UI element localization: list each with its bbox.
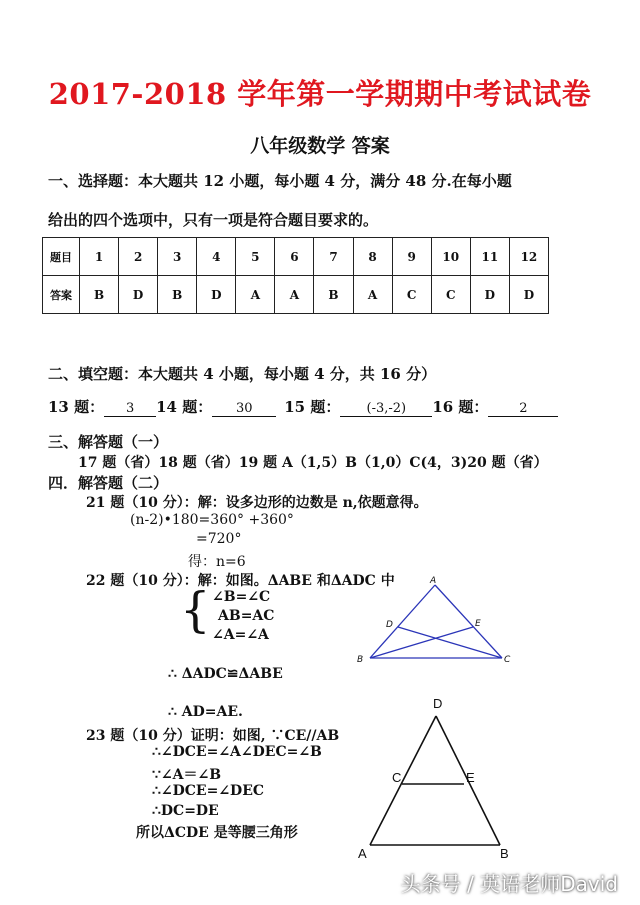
question-number: 7 (314, 238, 353, 276)
row-label-answer: 答案 (43, 276, 80, 314)
fig2-label-d: D (433, 696, 443, 711)
question-number: 12 (509, 238, 548, 276)
watermark-text: 头条号 / 英语老师David (400, 872, 618, 896)
fig2-label-b: B (500, 846, 509, 861)
fig1-label-e: E (475, 619, 481, 629)
answer-cell: A (275, 276, 314, 314)
section1-heading-line1: 一、选择题：本大题共 12 小题，每小题 4 分，满分 48 分.在每小题 (48, 172, 512, 190)
q15-label: 15 题： (284, 398, 341, 416)
q23-line4: ∴∠DCE=∠DEC (152, 783, 265, 799)
fig2-label-c: C (392, 770, 402, 785)
question-number: 2 (119, 238, 158, 276)
answer-cell: A (236, 276, 275, 314)
q21-line1: 21 题（10 分）：解：设多边形的边数是 n,依题意得。 (86, 495, 428, 511)
fig1-label-a: A (430, 576, 437, 586)
q13-label: 13 题： (48, 398, 105, 416)
answer-cell: C (392, 276, 431, 314)
q22-condition-2: AB=AC (218, 608, 275, 624)
question-number: 3 (158, 238, 197, 276)
question-number: 9 (392, 238, 431, 276)
q22-condition-1: ∠B=∠C (212, 589, 271, 605)
q23-line1: 23 题（10 分）证明：如图, ∵CE//AB (86, 728, 340, 744)
q21-line3: =720° (196, 531, 242, 547)
q21-line4: 得：n=6 (188, 554, 246, 570)
q23-line2: ∴∠DCE=∠A∠DEC=∠B (152, 744, 322, 760)
answer-cell: D (119, 276, 158, 314)
answer-cell: C (431, 276, 470, 314)
q16-answer: 2 (488, 401, 558, 417)
question-number: 4 (197, 238, 236, 276)
answer-cell: D (470, 276, 509, 314)
fig2-label-e: E (466, 770, 475, 785)
q22-line1: 22 题（10 分）：解：如图。ΔABE 和ΔADC 中 (86, 573, 395, 589)
brace-symbol: { (180, 582, 211, 638)
answer-cell: B (158, 276, 197, 314)
answer-cell: D (509, 276, 548, 314)
answer-cell: D (197, 276, 236, 314)
question-number: 8 (353, 238, 392, 276)
q22-condition-3: ∠A=∠A (212, 627, 269, 643)
q21-line2: (n-2)•180=360° +360° (130, 512, 294, 528)
q23-line5: ∴DC=DE (152, 803, 219, 819)
section1-heading-line2: 给出的四个选项中，只有一项是符合题目要求的。 (48, 211, 379, 229)
answer-cell: A (353, 276, 392, 314)
answer-cell: B (80, 276, 119, 314)
q14-label: 14 题： (156, 398, 213, 416)
q23-line3: ∵∠A＝∠B (152, 767, 222, 783)
section2-heading: 二、填空题：本大题共 4 小题，每小题 4 分，共 16 分） (48, 365, 437, 383)
q22-conclusion-2: ∴ AD=AE. (168, 704, 243, 720)
page-title: 2017-2018 学年第一学期期中考试试卷 (48, 77, 592, 111)
fig1-label-b: B (357, 655, 364, 665)
q22-conclusion-1: ∴ ΔADC≌ΔABE (168, 666, 283, 682)
page-subtitle: 八年级数学 答案 (250, 135, 390, 157)
fig2-label-a: A (358, 846, 367, 861)
question-number: 6 (275, 238, 314, 276)
question-number: 1 (80, 238, 119, 276)
section4-heading: 四．解答题（二） (48, 474, 169, 492)
section3-heading: 三、解答题（一） (48, 433, 169, 451)
row-label-question: 题目 (43, 238, 80, 276)
section3-answers: 17 题（省）18 题（省）19 题 A（1,5）B（1,0）C(4，3)20 题（省） (78, 455, 548, 471)
question-number: 5 (236, 238, 275, 276)
answer-cell: B (314, 276, 353, 314)
question-number: 10 (431, 238, 470, 276)
q14-answer: 30 (212, 401, 276, 417)
triangle-figure-23 (370, 716, 500, 845)
q23-line6: 所以ΔCDE 是等腰三角形 (136, 825, 298, 841)
question-number: 11 (470, 238, 509, 276)
q13-answer: 3 (104, 401, 156, 417)
q15-answer: (-3,-2) (340, 401, 432, 417)
fig1-label-c: C (504, 655, 511, 665)
q16-label: 16 题： (432, 398, 489, 416)
fig1-label-d: D (386, 620, 393, 630)
